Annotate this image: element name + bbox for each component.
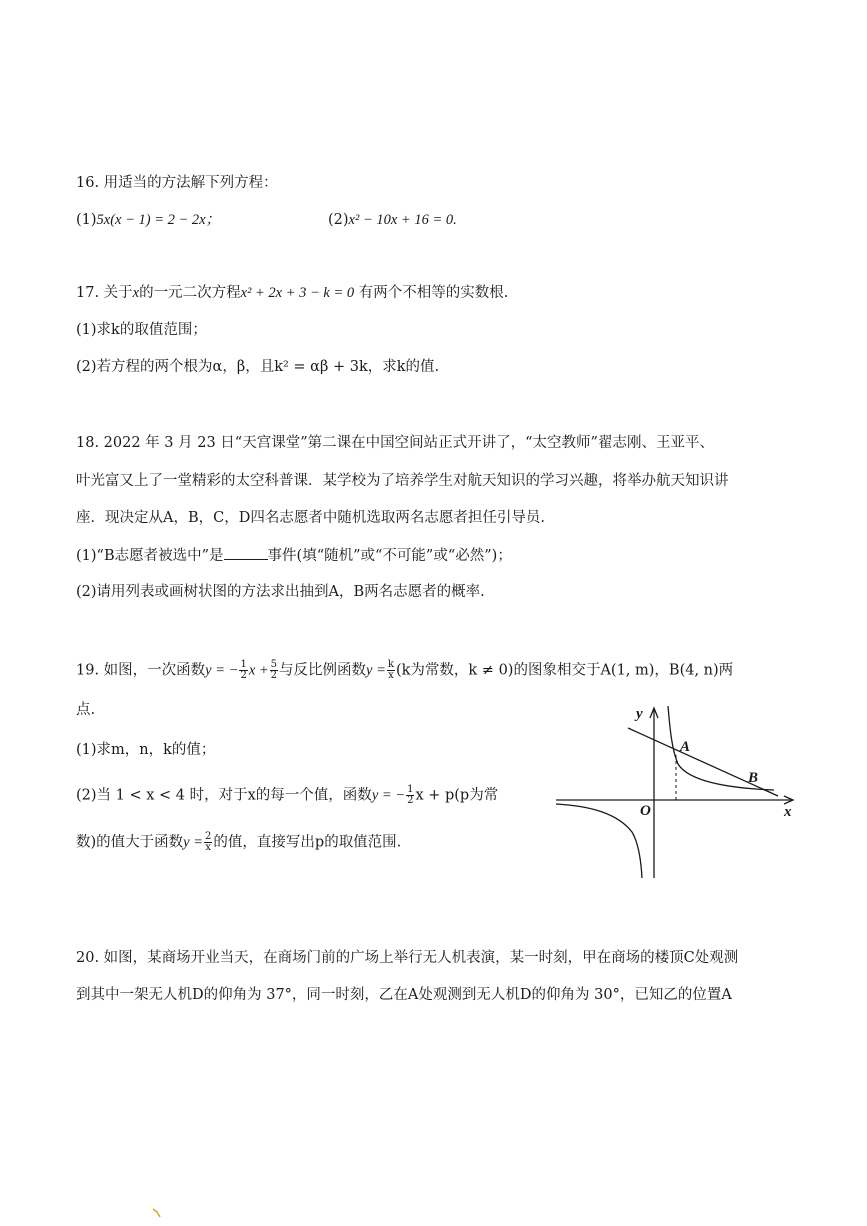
q17-var-x: x [132,285,140,301]
fraction-denominator: 2 [240,670,247,681]
answer-blank [224,545,268,560]
q16-part2-equation: x² − 10x + 16 = 0. [348,212,457,228]
label-x: x [784,804,792,820]
q19-part2-a: (2)当 1 < x < 4 时，对于x的每一个值，函数 [76,787,372,804]
q18-part1-a: (1)“B志愿者被选中”是 [76,548,224,564]
fraction [239,660,247,681]
fraction-numerator: k [387,659,394,670]
fraction-numerator: 1 [407,784,414,795]
q18-part2: (2)请用列表或画树状图的方法求出抽到A，B两名志愿者的概率. [76,584,485,600]
q19-line1-y: y = − [205,662,239,679]
q19-part2-y: y = − [371,787,406,804]
q17-part1: (1)求k的取值范围； [76,322,207,338]
q16-title: 16. 用适当的方法解下列方程： [76,175,278,191]
label-point-b: B [748,770,759,786]
q16-part2 [328,210,457,230]
q19-part2-y2: y = [183,834,204,851]
fraction-denominator: 2 [270,670,278,681]
q20-line1: 20. 如图，某商场开业当天，在商场门前的广场上举行无人机表演，某一时刻，甲在商场的楼顶C处观测 [76,950,739,966]
q17-title-b: 的一元二次方程 [139,285,241,301]
q17-title [76,283,508,303]
q16-part1-label: (1) [76,212,97,228]
q19-line1 [76,660,733,681]
q16-part2-label: (2) [328,212,349,228]
q19-part2 [76,785,498,806]
q19-part1: (1)求m，n，k的值； [76,742,216,758]
q19-line2: 点. [76,702,96,718]
fraction-numerator: 2 [205,831,212,842]
q17-part2: (2)若方程的两个根为α，β，且k² = αβ + 3k，求k的值. [76,359,440,375]
function-graph [552,700,802,882]
q19-part2-d: 的值，直接写出p的取值范围. [213,834,402,851]
hyperbola-branch-2 [556,804,642,878]
q17-equation: x² + 2x + 3 − k = 0 [240,285,355,301]
q18-line3: 座．现决定从A，B，C，D四名志愿者中随机选取两名志愿者担任引导员. [76,510,545,526]
q19-line1-b: 与反比例函数 [279,662,367,679]
q17-title-a: 17. 关于 [76,285,133,301]
fraction [270,660,278,681]
fraction-denominator: x [205,842,212,853]
q17-title-c: 有两个不相等的实数根. [354,285,509,301]
fraction [387,660,395,681]
q19-line1-a: 19. 如图，一次函数 [76,662,206,679]
fraction-denominator: 2 [407,795,414,806]
q18-line2: 叶光富又上了一堂精彩的太空科普课．某学校为了培养学生对航天知识的学习兴趣，将举办航天知识讲 [76,473,729,489]
q19-part2-c: 数)的值大于函数 [76,834,184,851]
q18-part1 [76,545,512,566]
q19-part2-cont [76,832,401,853]
q19-part2-b: x + p(p为常 [415,787,499,804]
q16-part1-equation: 5x(x − 1) = 2 − 2x； [96,212,221,228]
fraction [204,832,212,853]
fraction-numerator: 5 [270,659,278,670]
q19-line1-mid: x + [248,662,269,679]
q19-line1-c: (k为常数，k ≠ 0)的图象相交于A(1, m)，B(4, n)两 [395,662,734,679]
q20-line2: 到其中一架无人机D的仰角为 37°，同一时刻，乙在A处观测到无人机D的仰角为 30°，已知乙的位置A [76,987,732,1003]
label-point-a: A [680,739,691,755]
q18-line1: 18. 2022 年 3 月 23 日“天宫课堂”第二课在中国空间站正式开讲了，“太空教师”翟志刚、王亚平、 [76,435,714,451]
q18-part1-b: 事件(填“随机”或“不可能”或“必然”)； [267,548,512,564]
q19-line1-y2: y = [366,662,386,679]
scan-mark-icon [152,1208,162,1218]
fraction-denominator: x [388,670,394,681]
q16-part1 [76,210,220,230]
label-origin: O [640,803,651,819]
fraction-numerator: 1 [240,659,247,670]
fraction [406,785,414,806]
label-y: y [636,706,643,722]
